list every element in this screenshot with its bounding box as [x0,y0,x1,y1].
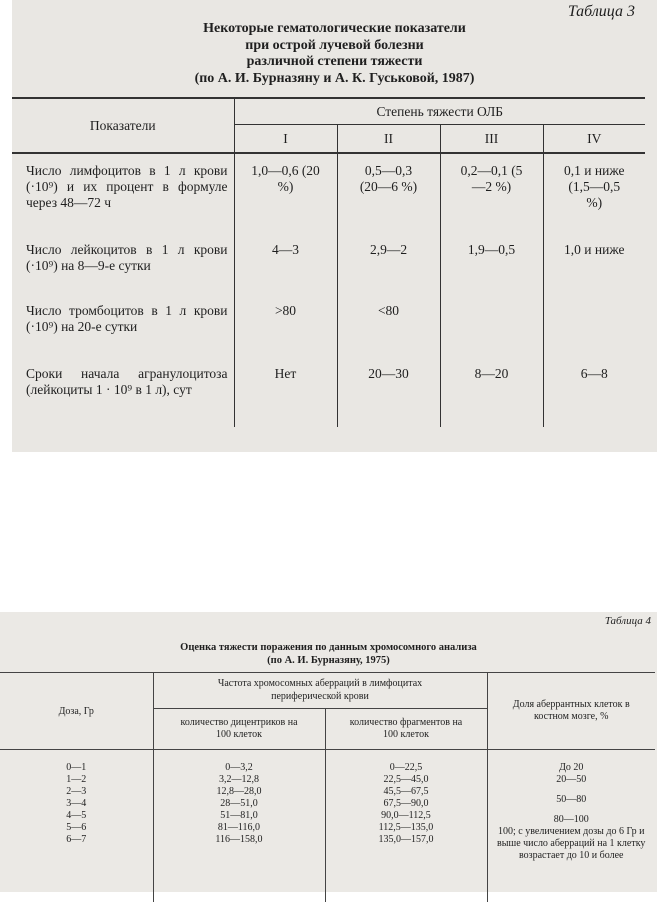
dicentric-value: 3,2—12,8 [154,774,325,786]
header-dose: Доза, Гр [0,673,153,750]
fragment-value: 67,5—90,0 [326,798,487,810]
table3-tag: Таблица 3 [568,3,635,21]
table3-title-line: при острой лучевой болезни [12,38,657,55]
dose-column [0,750,153,902]
header-aberration-group: Частота хромосомных аберраций в лимфоцитах периферической крови [153,673,487,709]
header-fragments: количество фрагментов на 100 клеток [325,709,487,750]
table3-title-line: (по А. И. Бурназяну и А. К. Гуськовой, 1987) [12,71,657,88]
table4-title-line: Оценка тяжести поражения по данным хромосомного анализа [0,641,657,654]
header-degree-2: II [337,125,440,154]
cell-value: 0,5—0,3 (20—6 %) [337,153,440,233]
header-degree-1: I [234,125,337,154]
table-row [12,294,645,357]
marrow-value: 100; с увеличением дозы до 6 Гр и выше число аберраций на 1 клетку возрастает до 10 и более [488,826,656,862]
cell-value: 2,9—2 [337,233,440,294]
marrow-value: 80—100 [488,814,656,826]
table4-title [0,641,657,667]
dicentric-value: 12,8—28,0 [154,786,325,798]
dose-value: 1—2 [0,774,153,786]
table4-scan [0,612,657,892]
marrow-value: До 20 [488,762,656,774]
cell-value: <80 [337,294,440,357]
header-parameter: Показатели [12,98,234,153]
header-degree-4: IV [543,125,645,154]
table3-title-line: различной степени тяжести [12,54,657,71]
table3-title-line: Некоторые гематологические показатели [12,21,657,38]
cell-value [440,294,543,357]
table3-scan [12,0,657,452]
table3 [12,97,645,427]
fragment-value: 90,0—112,5 [326,810,487,822]
header-severity-group: Степень тяжести ОЛБ [234,98,645,125]
fragment-value: 112,5—135,0 [326,822,487,834]
cell-value: >80 [234,294,337,357]
table4 [0,672,655,902]
row-label-platelets: Число тромбоцитов в 1 л крови (·10⁹) на 20-е сутки [12,294,234,357]
marrow-column [487,750,655,902]
fragment-value: 0—22,5 [326,762,487,774]
fragment-value: 22,5—45,0 [326,774,487,786]
dose-value: 3—4 [0,798,153,810]
table4-title-line: (по А. И. Бурназяну, 1975) [0,654,657,667]
cell-value: 0,2—0,1 (5—2 %) [440,153,543,233]
row-label-agranulocytosis: Сроки начала агранулоцитоза (лейкоциты 1 · 10⁹ в 1 л), сут [12,357,234,427]
dose-value: 0—1 [0,762,153,774]
dose-value: 4—5 [0,810,153,822]
row-label-leukocytes: Число лейкоцитов в 1 л крови (·10⁹) на 8—9-е сутки [12,233,234,294]
dicentric-value: 116—158,0 [154,834,325,846]
cell-value: 8—20 [440,357,543,427]
table-row [0,750,655,902]
marrow-value: 20—50 [488,774,656,786]
header-marrow: Доля аберрантных клеток в костном мозге, % [487,673,655,750]
table-row [12,233,645,294]
table-row [12,357,645,427]
dicentric-value: 81—116,0 [154,822,325,834]
dicentric-value: 51—81,0 [154,810,325,822]
cell-value: 1,0 и ниже [543,233,645,294]
cell-value: 1,9—0,5 [440,233,543,294]
dose-value: 5—6 [0,822,153,834]
dose-value: 6—7 [0,834,153,846]
cell-value: 20—30 [337,357,440,427]
cell-value: 0,1 и ниже (1,5—0,5 %) [543,153,645,233]
cell-value: 4—3 [234,233,337,294]
fragments-column [325,750,487,902]
fragment-value: 135,0—157,0 [326,834,487,846]
dicentric-value: 28—51,0 [154,798,325,810]
fragment-value: 45,5—67,5 [326,786,487,798]
dicentric-value: 0—3,2 [154,762,325,774]
cell-value [543,294,645,357]
marrow-value: 50—80 [488,794,656,806]
dose-value: 2—3 [0,786,153,798]
table-row [12,153,645,233]
table3-title [12,21,657,87]
row-label-lymphocytes: Число лимфоцитов в 1 л крови (·10⁹) и их процент в формуле через 48—72 ч [12,153,234,233]
cell-value: 6—8 [543,357,645,427]
table4-tag: Таблица 4 [605,615,651,627]
dicentric-column [153,750,325,902]
header-dicentric: количество дицентриков на 100 клеток [153,709,325,750]
cell-value: 1,0—0,6 (20 %) [234,153,337,233]
cell-value: Нет [234,357,337,427]
header-degree-3: III [440,125,543,154]
